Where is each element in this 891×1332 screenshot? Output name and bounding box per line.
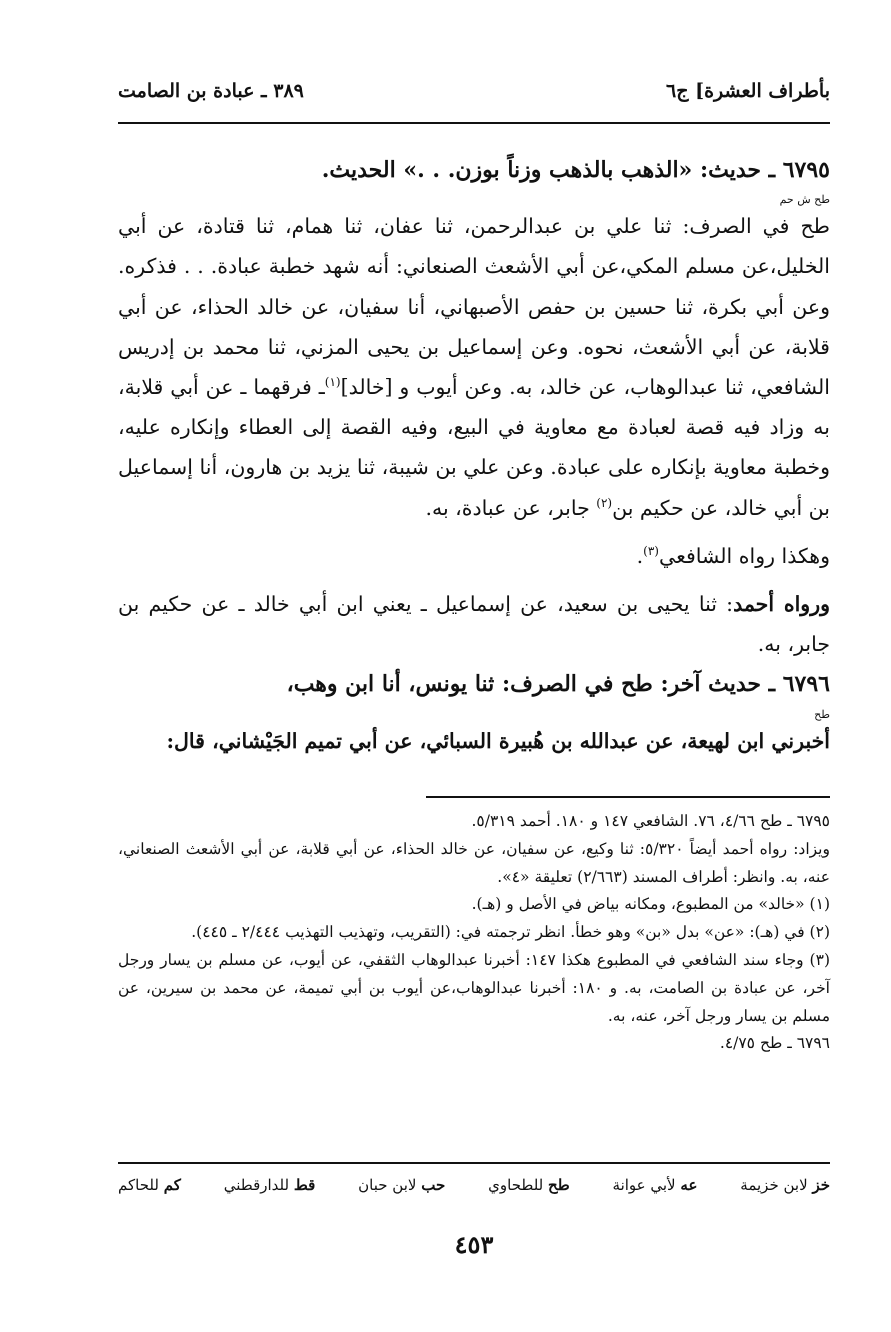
hadith-6795-text-3: جابر، عن عبادة، به.	[425, 495, 597, 520]
hadith-6795-text-1: طح في الصرف: ثنا علي بن عبدالرحمن، ثنا عفان، ثنا همام، ثنا قتادة، عن أبي الخليل،عن مسلم المكي،عن أبي الأشعث الصنعاني: أنه شهد خطبة عبادة. . . فذكره. وعن أبي بكرة، ثنا حسين بن حفص الأصبهاني، أنا سفيان، عن خالد الحذاء، عن أبي قلابة، عن أبي الأشعث، نحوه. وعن إسماعيل بن يحيى المزني، ثنا محمد بن إدريس الشافعي، ثنا عبدالوهاب، عن خالد، به. وعن أيوب و [خالد]	[118, 214, 830, 400]
header-rule	[118, 122, 830, 124]
running-head-section: ٣٨٩ ـ عبادة بن الصامت	[118, 80, 304, 102]
footnote-ref-1: (١)	[324, 375, 341, 390]
footnote-source-6796: ٦٧٩٦ ـ طح ٤/٧٥.	[719, 1034, 830, 1053]
main-text	[118, 150, 830, 761]
shafii-line	[118, 536, 830, 576]
ahmad-text: : ثنا يحيى بن سعيد، عن إسماعيل ـ يعني ابن أبي خالد ـ عن حكيم بن جابر، به.	[118, 592, 830, 657]
book-page	[118, 0, 830, 1332]
footnote-ref-3: (٣)	[643, 544, 659, 558]
footnote-2: (٢) في (هـ): «عن» بدل «بن» وهو خطأ. انظر ترجمته في: (التقريب، وتهذيب التهذيب ٢/٤٤٤ ـ ٤٤٥).	[191, 923, 830, 942]
hadith-6795-sigla: طح ش حم	[779, 193, 830, 207]
hadith-6796-text: أخبرني ابن لهيعة، عن عبدالله بن هُبيرة السبائي، عن أبي تميم الجَيْشاني، قال:	[166, 728, 830, 753]
footnote-1: (١) «خالد» من المطبوع، ومكانه بياض في الأصل و (هـ).	[471, 895, 830, 914]
footnotes	[118, 808, 830, 1058]
footnote-ref-2: (٢)	[596, 495, 613, 510]
legend-item: قط للدارقطني	[223, 1176, 316, 1194]
hadith-6796-title: ٦٧٩٦ ـ حديث آخر: طح في الصرف: ثنا يونس، أنا ابن وهب،	[286, 671, 830, 698]
footnote-source-6795: ٦٧٩٥ ـ طح ٤/٦٦، ٧٦. الشافعي ١٤٧ و ١٨٠. أحمد ٥/٣١٩.	[471, 812, 830, 830]
hadith-6795-body	[118, 206, 830, 528]
legend-item: خز لابن خزيمة	[740, 1176, 830, 1194]
legend-item: طح للطحاوي	[488, 1176, 570, 1194]
legend-item: حب لابن حبان	[358, 1176, 446, 1194]
hadith-6795-text-2: ـ فرقهما ـ عن أبي قلابة، به وزاد فيه قصة لعبادة مع معاوية في البيع، وفيه القصة إلى العطاء وإنكاره عليه، وخطبة معاوية بإنكاره على عبادة. وعن علي بن شيبة، ثنا يزيد بن هارون، أنا إسماعيل بن أبي خالد، عن حكيم بن	[118, 375, 830, 520]
shafii-end: .	[636, 543, 644, 568]
shafii-text: وهكذا رواه الشافعي	[658, 543, 830, 568]
footnote-addition: ويزاد: رواه أحمد أيضاً ٥/٣٢٠: ثنا وكيع، عن سفيان، عن خالد الحذاء، عن أبي قلابة، عن أبي الأشعث الصنعاني، عنه، به. وانظر: أطراف المسند (٢/٦٦٣) تعليقة «٤».	[118, 839, 830, 886]
footnote-rule	[426, 796, 830, 798]
abbreviation-legend	[118, 1176, 830, 1194]
running-head	[118, 74, 830, 108]
hadith-6795-title: ٦٧٩٥ ـ حديث: «الذهب بالذهب وزناً بوزن. . .» الحديث.	[321, 157, 830, 183]
footnote-3: (٣) وجاء سند الشافعي في المطبوع هكذا ١٤٧: أخبرنا عبدالوهاب الثقفي، عن أيوب، عن مسلم بن يسار ورجل آخر، عن عبادة بن الصامت، به. و ١٨٠: أخبرنا عبدالوهاب،عن أيوب بن أبي تميمة، عن محمد بن سيرين، عن مسلم بن يسار ورجل آخر، عنه، به.	[118, 950, 830, 1025]
running-head-book-title: بأطراف العشرة] ج٦	[666, 80, 830, 102]
legend-item: عه لأبي عوانة	[612, 1176, 698, 1194]
legend-item: كم للحاكم	[118, 1176, 181, 1194]
ahmad-paragraph	[118, 584, 830, 664]
ahmad-label: ورواه أحمد	[733, 592, 830, 617]
hadith-6796-sigla: طح	[814, 707, 830, 721]
page-number: ٤٥٣	[454, 1230, 494, 1259]
legend-rule	[118, 1162, 830, 1164]
